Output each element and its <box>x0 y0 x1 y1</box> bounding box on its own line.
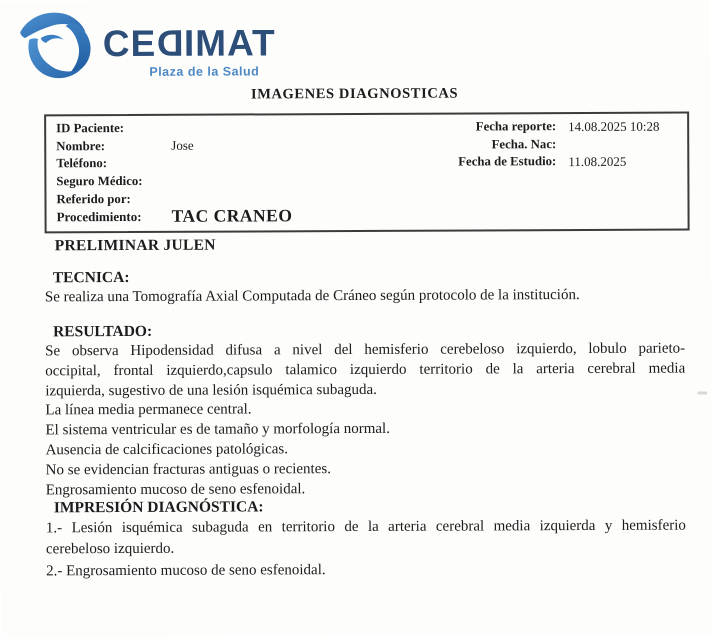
resultado-line: Se observa Hipodensidad difusa a nivel del hemisferio cerebeloso izquierdo, lobulo parieto- <box>45 340 686 360</box>
resultado-line: No se evidencian fracturas antiguas o recientes. <box>45 460 331 479</box>
scan-artifact-mark <box>697 391 707 394</box>
date-value: 11.08.2025 <box>568 153 627 170</box>
resultado-line: El sistema ventricular es de tamaño y morfología normal. <box>45 421 391 439</box>
date-row-fecha-nac <box>406 135 659 154</box>
brand-name: CEDIMAT <box>102 22 276 65</box>
impresion-heading: IMPRESIÓN DIAGNÓSTICA: <box>53 498 264 517</box>
field-label: ID Paciente: <box>56 121 125 136</box>
field-label: Procedimiento: <box>56 208 142 225</box>
resultado-line: Engrosamiento mucoso de seno esfenoidal. <box>45 480 306 498</box>
patient-fields <box>56 119 292 226</box>
date-label: Fecha de Estudio: <box>458 154 557 170</box>
resultado-line: occipital, frontal izquierdo,capsulo talamico izquierdo territorio de la arteria cerebral media <box>45 360 686 380</box>
impresion-line: cerebeloso izquierdo. <box>45 541 175 558</box>
cedimat-swirl-icon <box>17 7 97 81</box>
date-value: 14.08.2025 10:28 <box>568 118 660 134</box>
field-label: Seguro Médico: <box>56 174 143 189</box>
field-label: Teléfono: <box>56 156 108 171</box>
field-row-telefono <box>56 154 292 173</box>
patient-info-box <box>44 112 690 234</box>
section-tecnica <box>45 267 685 309</box>
date-row-fecha-reporte <box>406 118 659 137</box>
procedure-value: TAC CRANEO <box>171 205 293 227</box>
cedimat-logo <box>17 6 276 81</box>
logo-text <box>103 24 276 79</box>
tecnica-heading: TECNICA: <box>52 268 130 287</box>
document-title: IMAGENES DIAGNOSTICAS <box>250 85 459 103</box>
field-row-procedimiento <box>57 207 293 226</box>
field-label: Referido por: <box>56 191 131 206</box>
resultado-heading: RESULTADO: <box>53 322 153 341</box>
field-row-nombre <box>56 137 292 156</box>
field-value: Jose <box>171 138 194 154</box>
resultado-line: izquierda, sugestivo de una lesión isquémica subaguda. <box>45 381 377 399</box>
field-label: Nombre: <box>56 138 106 154</box>
field-row-id-paciente <box>56 119 292 138</box>
impresion-line: 1.- Lesión isquémica subaguda en territorio de la arteria cerebral media izquierda y hemisferio <box>45 517 686 537</box>
brand-tagline: Plaza de la Salud <box>149 64 260 79</box>
resultado-line: Ausencia de calcificaciones patológicas. <box>45 441 288 459</box>
mirrored-d-glyph: D <box>156 22 185 64</box>
date-label: Fecha. Nac: <box>491 137 557 152</box>
tecnica-body-line: Se realiza una Tomografía Axial Computada de Cráneo según protocolo de la institución. <box>44 287 580 306</box>
section-resultado <box>45 321 686 501</box>
preliminary-heading: PRELIMINAR JULEN <box>54 236 216 255</box>
impresion-line: 2.- Engrosamiento mucoso de seno esfenoidal. <box>46 561 326 580</box>
report-dates <box>406 118 660 172</box>
date-row-fecha-estudio <box>406 153 659 172</box>
section-impresion-diagnostica <box>46 497 686 583</box>
field-row-seguro-medico <box>56 172 292 191</box>
date-label: Fecha reporte: <box>475 119 557 134</box>
resultado-line: La línea media permanece central. <box>45 401 252 419</box>
